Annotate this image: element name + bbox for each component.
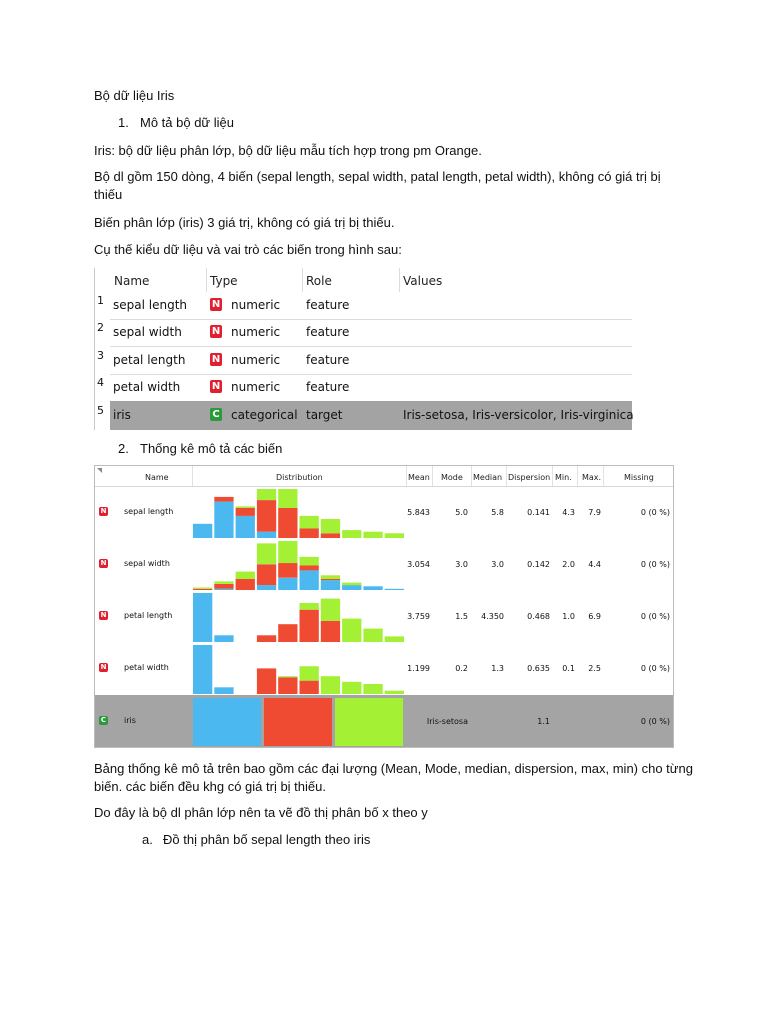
missing-value: 0 (0 %) (640, 612, 670, 621)
dispersion-value: 0.142 (527, 560, 550, 569)
list-number-2: 2. (118, 441, 129, 456)
header-divider (206, 268, 207, 292)
paragraph-statistics-summary: Bảng thống kê mô tả trên bao gồm các đại lượng (Mean, Mode, median, dispersion, max, min) cho từng biến. các biến đều khg có giá trị bị thiếu. (94, 761, 693, 794)
variable-name: iris (124, 716, 136, 725)
variable-name: iris (113, 408, 131, 422)
column-header-name[interactable]: Name (145, 473, 169, 482)
histogram-bar-iris-versicolor (278, 677, 297, 694)
stats-row[interactable] (95, 643, 673, 695)
numeric-type-icon: N (211, 354, 221, 365)
table-row[interactable] (110, 319, 632, 347)
list-item-a: Đồ thị phân bố sepal length theo iris (163, 832, 371, 847)
histogram-bar-iris-virginica (193, 588, 212, 589)
median-value: 4.350 (481, 612, 504, 621)
histogram-bar-iris-versicolor (321, 621, 340, 642)
variable-type[interactable]: numeric (231, 325, 281, 339)
histogram-bar-iris-virginica (278, 489, 297, 508)
header-divider (471, 466, 472, 486)
histogram-bar-iris-virginica (363, 532, 382, 538)
header-divider (302, 268, 303, 292)
histogram-bar-iris-versicolor (300, 566, 319, 571)
mean-value: 3.054 (407, 560, 430, 569)
numeric-type-icon: N (100, 507, 107, 515)
histogram-bar-iris-virginica (278, 541, 297, 563)
histogram-bar-iris-versicolor (257, 500, 276, 532)
histogram-bar-iris-versicolor (236, 508, 255, 516)
histogram-bar-iris-versicolor (321, 533, 340, 538)
column-header-mean[interactable]: Mean (408, 473, 430, 482)
missing-value: 0 (0 %) (640, 508, 670, 517)
variable-type[interactable]: numeric (231, 380, 281, 394)
variable-name: petal width (124, 663, 169, 672)
histogram-bar-iris-virginica (300, 666, 319, 681)
histogram-bar-iris-setosa (193, 524, 212, 538)
stats-row-selected[interactable] (95, 695, 673, 747)
document-heading: Bộ dữ liệu Iris (94, 88, 175, 103)
dispersion-value: 0.141 (527, 508, 550, 517)
numeric-type-icon: N (211, 381, 221, 392)
column-header-type[interactable]: Type (210, 274, 238, 288)
row-index: 5 (97, 404, 104, 417)
variable-type[interactable]: numeric (231, 298, 281, 312)
variable-role[interactable]: feature (306, 380, 350, 394)
max-value: 6.9 (588, 612, 601, 621)
min-value: 4.3 (562, 508, 575, 517)
histogram-bar-iris-virginica (257, 489, 276, 500)
header-divider (432, 466, 433, 486)
paragraph-distribution-intro: Do đây là bộ dl phân lớp nên ta vẽ đồ thị phân bố x theo y (94, 805, 428, 820)
histogram-bar-iris-versicolor (321, 579, 340, 580)
histogram-bar-iris-setosa (278, 578, 297, 590)
variable-values[interactable]: Iris-setosa, Iris-versicolor, Iris-virginica (403, 408, 634, 422)
histogram-bar-iris-virginica (236, 506, 255, 508)
corner-button[interactable] (97, 468, 102, 473)
histogram-bar-iris-virginica (342, 530, 361, 538)
histogram-bar-iris-versicolor (257, 635, 276, 642)
histogram-bar-iris-setosa (214, 687, 233, 694)
numeric-type-icon: N (100, 559, 107, 567)
histogram-bar-iris-virginica (342, 682, 361, 694)
column-header-values[interactable]: Values (403, 274, 443, 288)
median-value: 3.0 (491, 560, 504, 569)
min-value: 1.0 (562, 612, 575, 621)
histogram-bar-iris-virginica (257, 543, 276, 564)
histogram-bar-iris-setosa (385, 589, 404, 590)
numeric-type-icon: N (100, 663, 107, 671)
histogram-bar-iris-versicolor (300, 529, 319, 539)
mode-value: Iris-setosa (426, 717, 468, 726)
histogram-bar-iris-virginica (321, 599, 340, 621)
histogram-bar-iris-virginica (363, 684, 382, 694)
class-bar-iris-setosa (193, 698, 261, 746)
histogram-bar-iris-versicolor (214, 584, 233, 589)
max-value: 7.9 (588, 508, 601, 517)
missing-value: 0 (0 %) (640, 664, 670, 673)
histogram-bar-iris-setosa (321, 580, 340, 590)
row-index-border (94, 268, 95, 430)
mean-value: 1.199 (407, 664, 430, 673)
max-value: 2.5 (588, 664, 601, 673)
histogram-bar-iris-setosa (342, 585, 361, 590)
variable-name: sepal length (113, 298, 188, 312)
header-divider (506, 466, 507, 486)
histogram-bar-iris-virginica (342, 583, 361, 586)
variable-name: sepal width (124, 559, 170, 568)
histogram-bar-iris-virginica (300, 603, 319, 610)
table-row[interactable] (110, 374, 632, 402)
variable-role[interactable]: feature (306, 325, 350, 339)
histogram-bar-iris-setosa (236, 516, 255, 538)
histogram-bar-iris-versicolor (300, 681, 319, 694)
column-header-mode[interactable]: Mode (441, 473, 463, 482)
histogram-bar-iris-versicolor (300, 610, 319, 642)
numeric-type-icon: N (211, 299, 221, 310)
table-row[interactable] (110, 347, 632, 375)
header-divider (399, 268, 400, 292)
histogram-bar-iris-virginica (278, 676, 297, 677)
dispersion-value: 1.1 (537, 717, 550, 726)
variable-role[interactable]: target (306, 408, 343, 422)
histogram-bar-iris-virginica (385, 533, 404, 538)
histogram-bar-iris-setosa (214, 502, 233, 538)
distribution-cell (192, 591, 405, 642)
mode-value: 1.5 (455, 612, 468, 621)
median-value: 1.3 (491, 664, 504, 673)
paragraph-class-variable: Biến phân lớp (iris) 3 giá trị, không có giá trị bị thiếu. (94, 215, 395, 230)
histogram-bar-iris-versicolor (257, 564, 276, 585)
histogram-bar-iris-setosa (257, 532, 276, 538)
stats-row[interactable] (95, 487, 673, 539)
histogram-bar-iris-virginica (385, 691, 404, 694)
variable-role[interactable]: feature (306, 353, 350, 367)
histogram-bar-iris-virginica (385, 636, 404, 642)
column-header-min[interactable]: Min. (555, 473, 572, 482)
header-divider (406, 466, 407, 486)
histogram-bar-iris-versicolor (214, 497, 233, 502)
categorical-type-icon: C (100, 716, 107, 724)
distribution-histogram (192, 591, 405, 642)
missing-value: 0 (0 %) (640, 717, 670, 726)
list-item-2: Thống kê mô tả các biến (140, 441, 283, 456)
histogram-bar-iris-setosa (214, 589, 233, 590)
distribution-cell (192, 487, 405, 538)
table-row-selected[interactable] (110, 401, 632, 430)
histogram-bar-iris-setosa (300, 570, 319, 590)
distribution-cell (192, 698, 405, 746)
column-header-role[interactable]: Role (306, 274, 332, 288)
numeric-type-icon: N (100, 611, 107, 619)
numeric-type-icon: N (211, 326, 221, 337)
histogram-bar-iris-versicolor (193, 589, 212, 590)
histogram-bar-iris-virginica (321, 519, 340, 533)
distribution-cell (192, 539, 405, 590)
feature-statistics-table (94, 465, 674, 748)
distribution-histogram (192, 539, 405, 590)
paragraph-iris-description: Iris: bộ dữ liệu phân lớp, bộ dữ liệu mẫu tích hợp trong pm Orange. (94, 143, 482, 158)
distribution-cell (192, 643, 405, 694)
histogram-bar-iris-virginica (214, 581, 233, 584)
histogram-bar-iris-versicolor (278, 563, 297, 578)
row-index: 3 (97, 349, 104, 362)
list-number-1: 1. (118, 115, 129, 130)
list-item-1: Mô tả bộ dữ liệu (140, 115, 234, 130)
class-bar-iris-versicolor (264, 698, 332, 746)
histogram-bar-iris-setosa (193, 645, 212, 694)
class-bar-iris-virginica (335, 698, 403, 746)
list-letter-a: a. (142, 832, 153, 847)
mode-value: 3.0 (455, 560, 468, 569)
variable-name: petal length (113, 353, 186, 367)
distribution-histogram (192, 487, 405, 538)
variable-role[interactable]: feature (306, 298, 350, 312)
stats-row[interactable] (95, 539, 673, 591)
histogram-bar-iris-setosa (214, 635, 233, 642)
variable-name: petal width (113, 380, 181, 394)
histogram-bar-iris-setosa (257, 585, 276, 590)
min-value: 2.0 (562, 560, 575, 569)
table-row[interactable] (110, 292, 632, 320)
histogram-bar-iris-virginica (236, 572, 255, 579)
median-value: 5.8 (491, 508, 504, 517)
column-header-missing[interactable]: Missing (624, 473, 654, 482)
stats-row[interactable] (95, 591, 673, 643)
histogram-bar-iris-versicolor (278, 624, 297, 642)
histogram-bar-iris-virginica (363, 629, 382, 642)
variable-name: sepal width (113, 325, 182, 339)
mean-value: 3.759 (407, 612, 430, 621)
header-divider (552, 466, 553, 486)
variable-name: sepal length (124, 507, 174, 516)
dispersion-value: 0.635 (527, 664, 550, 673)
row-index: 4 (97, 376, 104, 389)
histogram-bar-iris-virginica (300, 516, 319, 529)
mean-value: 5.843 (407, 508, 430, 517)
min-value: 0.1 (562, 664, 575, 673)
variable-type[interactable]: categorical (231, 408, 298, 422)
histogram-bar-iris-virginica (321, 575, 340, 579)
distribution-histogram (192, 643, 405, 694)
column-header-distribution[interactable]: Distribution (276, 473, 323, 482)
mode-value: 0.2 (455, 664, 468, 673)
column-header-dispersion[interactable]: Dispersion (508, 473, 551, 482)
row-index: 1 (97, 294, 104, 307)
column-header-name[interactable]: Name (114, 274, 150, 288)
variable-name: petal length (124, 611, 173, 620)
header-divider (577, 466, 578, 486)
histogram-bar-iris-virginica (342, 619, 361, 642)
missing-value: 0 (0 %) (640, 560, 670, 569)
header-divider (603, 466, 604, 486)
mode-value: 5.0 (455, 508, 468, 517)
variable-type[interactable]: numeric (231, 353, 281, 367)
categorical-type-icon: C (210, 408, 222, 421)
histogram-bar-iris-versicolor (278, 508, 297, 538)
histogram-bar-iris-versicolor (257, 668, 276, 694)
paragraph-table-intro: Cụ thế kiểu dữ liệu và vai trò các biến trong hình sau: (94, 242, 402, 257)
histogram-bar-iris-virginica (300, 557, 319, 566)
paragraph-dataset-size: Bộ dl gồm 150 dòng, 4 biến (sepal length, sepal width, patal length, petal width), không có giá trị bị thiếu (94, 169, 661, 202)
class-distribution-bars (192, 698, 405, 746)
max-value: 4.4 (588, 560, 601, 569)
dispersion-value: 0.468 (527, 612, 550, 621)
histogram-bar-iris-virginica (321, 676, 340, 694)
column-header-max[interactable]: Max. (582, 473, 602, 482)
domain-table (94, 268, 632, 430)
column-header-median[interactable]: Median (473, 473, 503, 482)
histogram-bar-iris-setosa (363, 586, 382, 590)
histogram-bar-iris-versicolor (236, 579, 255, 590)
histogram-bar-iris-setosa (193, 593, 212, 642)
row-index: 2 (97, 321, 104, 334)
header-divider (192, 466, 193, 486)
